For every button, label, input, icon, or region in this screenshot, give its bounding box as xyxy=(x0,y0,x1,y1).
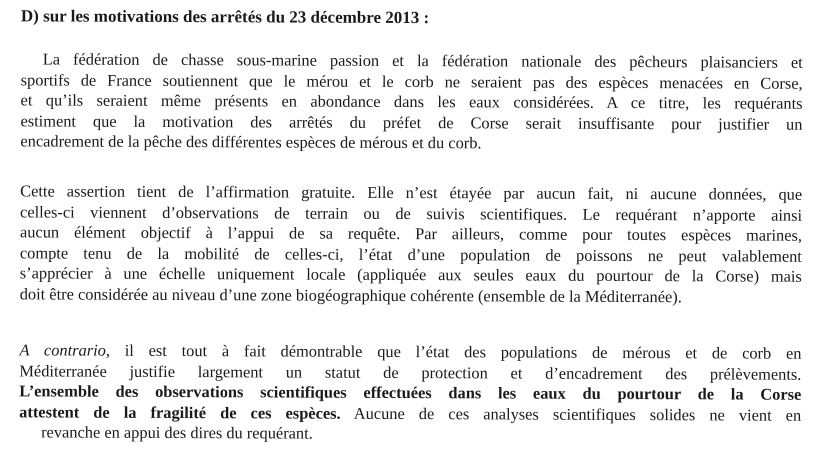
line-text: , il est tout à fait démontrable que l’état des populations de mérous et de corb en xyxy=(105,340,802,363)
paragraph-line: revanche en appui des dires du requérant. xyxy=(41,422,313,443)
paragraph-line: sportifs de France soutiennent que le mérou et le corb ne seraient pas des espèces menacées en Corse, xyxy=(20,69,803,93)
paragraph-line: s’apprécier à une échelle uniquement locale (appliquée aux seules eaux du pourtour de la Corse) mais xyxy=(19,263,802,286)
paragraph-line: Cette assertion tient de l’affirmation gratuite. Elle n’est étayée par aucun fait, ni aucune données, que xyxy=(20,181,803,204)
paragraph-line: celles-ci viennent d’observations de terrain ou de suivis scientifiques. Le requérant n’apporte ainsi xyxy=(20,201,803,225)
paragraph-line: estiment que la motivation des arrêtés du préfet de Corse serait insuffisante pour justifier un xyxy=(20,110,803,134)
paragraph-line: et qu’ils seraient même présents en abondance dans les eaux considérées. A ce titre, les requérants xyxy=(20,90,803,113)
bold-phrase: attestent de la fragilité de ces espèces. xyxy=(19,401,341,423)
paragraph-line: encadrement de la pêche des différentes espèces de mérous et du corb. xyxy=(20,131,482,153)
italic-phrase: A contrario xyxy=(19,340,106,360)
paragraph-line: compte tenu de la mobilité de celles-ci, l’état d’une population de poissons ne peut valablement xyxy=(19,242,802,266)
line-text: Aucune de ces analyses scientifiques solides ne vient en xyxy=(340,403,802,425)
paragraph-rebuttal xyxy=(20,181,803,307)
section-heading: D) sur les motivations des arrêtés du 23 décembre 2013 : xyxy=(20,6,430,28)
paragraph-line: aucun élément objectif à l’appui de sa requête. Par ailleurs, comme pour toutes espèces marines, xyxy=(19,222,803,245)
paragraph-claim xyxy=(20,49,802,155)
paragraph-line: La fédération de chasse sous-marine passion et la fédération nationale des pêcheurs plaisanciers et xyxy=(42,49,803,72)
paragraph-counter-argument xyxy=(19,340,801,446)
paragraph-line-bold: L’ensemble des observations scientifiques effectuées dans les eaux du pourtour de la Corse xyxy=(19,381,802,404)
paragraph-line: doit être considérée au niveau d’une zone biogéographique cohérente (ensemble de la Méditerranée). xyxy=(19,283,682,306)
paragraph-line: Méditerranée justifie largement un statut de protection et d’encadrement des prélèvements. xyxy=(19,360,802,384)
paragraph-line xyxy=(19,340,801,364)
